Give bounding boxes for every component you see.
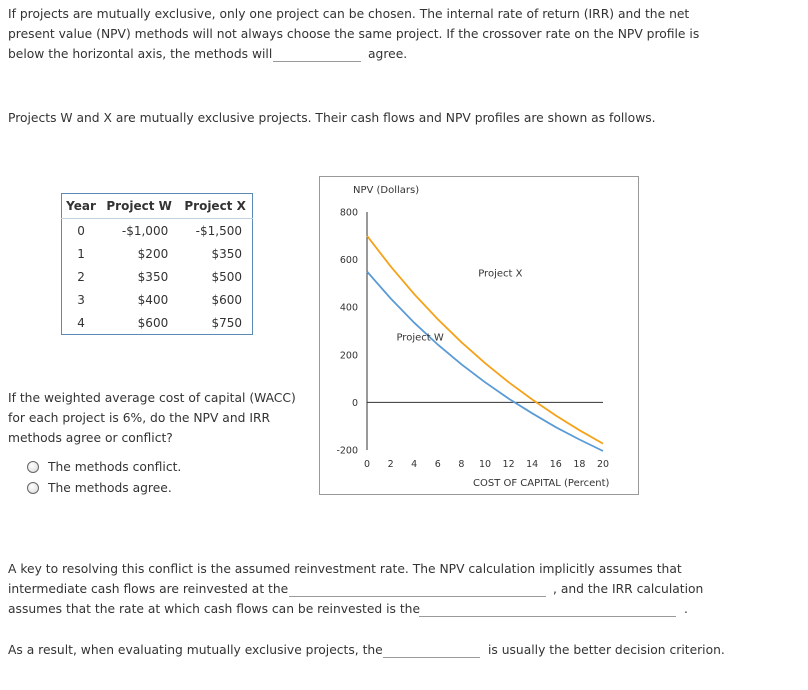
radio-button[interactable] bbox=[27, 482, 39, 494]
x-axis-title: COST OF CAPITAL (Percent) bbox=[473, 478, 610, 489]
x-tick-label: 20 bbox=[596, 459, 610, 470]
cell-year: 1 bbox=[77, 246, 85, 261]
npv-profile-chart bbox=[319, 176, 639, 495]
irr-reinvestment-blank[interactable] bbox=[419, 616, 676, 617]
x-tick-label: 0 bbox=[363, 459, 371, 470]
cell-project-x: $600 bbox=[211, 292, 242, 307]
x-tick-label: 4 bbox=[411, 459, 418, 470]
cell-project-w: $350 bbox=[137, 269, 169, 284]
x-tick-label: 12 bbox=[502, 459, 515, 470]
table-row bbox=[62, 242, 253, 265]
cell-year: 4 bbox=[77, 315, 85, 330]
cell-project-x: $750 bbox=[211, 315, 242, 330]
reinvest-line-1: A key to resolving this conflict is the assumed reinvestment rate. The NPV calculation implicitly assumes that bbox=[8, 562, 682, 576]
decision-criterion-blank[interactable] bbox=[383, 657, 480, 658]
header-project-w: Project W bbox=[100, 194, 178, 219]
y-tick-label: 400 bbox=[339, 302, 358, 314]
reinvest-line-3-end: . bbox=[684, 602, 688, 616]
x-tick-label: 16 bbox=[549, 459, 562, 470]
result-line-end: is usually the better decision criterion. bbox=[488, 643, 725, 657]
intro-line-1: If projects are mutually exclusive, only one project can be chosen. The internal rate of return (IRR) and the net bbox=[8, 7, 690, 21]
npv-reinvestment-blank[interactable] bbox=[289, 596, 546, 597]
reinvest-line-3: assumes that the rate at which cash flows can be reinvested is the bbox=[8, 602, 421, 616]
cell-project-x: $350 bbox=[211, 246, 242, 261]
series-label: Project W bbox=[396, 332, 444, 344]
y-tick-label: 0 bbox=[351, 397, 358, 409]
npv-chart-svg bbox=[320, 177, 638, 494]
x-tick-label: 10 bbox=[478, 459, 492, 470]
radio-button[interactable] bbox=[27, 461, 39, 473]
cell-project-w: $400 bbox=[137, 292, 169, 307]
cell-project-w: $600 bbox=[137, 315, 169, 330]
cell-year: 3 bbox=[77, 292, 85, 307]
crossover-agree-blank[interactable] bbox=[273, 61, 361, 62]
y-tick-label: -200 bbox=[336, 445, 358, 457]
x-tick-label: 18 bbox=[573, 459, 586, 470]
reinvest-line-2-end: , and the IRR calculation bbox=[553, 582, 704, 596]
option-agree[interactable] bbox=[27, 478, 172, 498]
option-conflict[interactable] bbox=[27, 457, 181, 477]
result-line: As a result, when evaluating mutually exclusive projects, the bbox=[8, 643, 383, 657]
y-tick-label: 200 bbox=[339, 350, 358, 362]
cell-project-x: -$1,500 bbox=[195, 223, 242, 238]
table-row bbox=[62, 265, 253, 288]
question-line-3: methods agree or conflict? bbox=[8, 431, 173, 445]
intro-line-3: below the horizontal axis, the methods will bbox=[8, 47, 273, 61]
table-row bbox=[62, 288, 253, 311]
x-tick-label: 8 bbox=[458, 459, 465, 470]
y-tick-label: 800 bbox=[339, 207, 358, 219]
y-tick-label: 600 bbox=[339, 255, 358, 267]
series-label: Project X bbox=[478, 268, 523, 280]
reinvest-line-2: intermediate cash flows are reinvested at the bbox=[8, 582, 289, 596]
header-project-x: Project X bbox=[178, 194, 252, 219]
option-label: The methods conflict. bbox=[48, 460, 182, 474]
table-row bbox=[62, 219, 253, 243]
header-year: Year bbox=[62, 194, 101, 219]
projects-intro: Projects W and X are mutually exclusive projects. Their cash flows and NPV profiles are shown as follows. bbox=[8, 111, 656, 125]
intro-line-3-end: agree. bbox=[368, 47, 408, 61]
x-tick-label: 6 bbox=[434, 459, 441, 470]
intro-line-2: present value (NPV) methods will not always choose the same project. If the crossover rate on the NPV profile is bbox=[8, 27, 700, 41]
option-label: The methods agree. bbox=[48, 481, 172, 495]
cell-year: 0 bbox=[77, 223, 85, 238]
table-header-row bbox=[62, 194, 253, 219]
y-axis-title: NPV (Dollars) bbox=[353, 185, 420, 196]
cash-flow-table bbox=[61, 193, 253, 335]
cell-project-w: $200 bbox=[137, 246, 169, 261]
cell-project-x: $500 bbox=[211, 269, 242, 284]
cell-project-w: -$1,000 bbox=[121, 223, 169, 238]
x-tick-label: 14 bbox=[526, 459, 539, 470]
x-tick-label: 2 bbox=[387, 459, 394, 470]
cell-year: 2 bbox=[77, 269, 85, 284]
npv-line-project-w bbox=[367, 272, 603, 452]
table-row bbox=[62, 311, 253, 335]
question-line-1: If the weighted average cost of capital (WACC) bbox=[8, 391, 296, 405]
question-line-2: for each project is 6%, do the NPV and IRR bbox=[8, 411, 271, 425]
